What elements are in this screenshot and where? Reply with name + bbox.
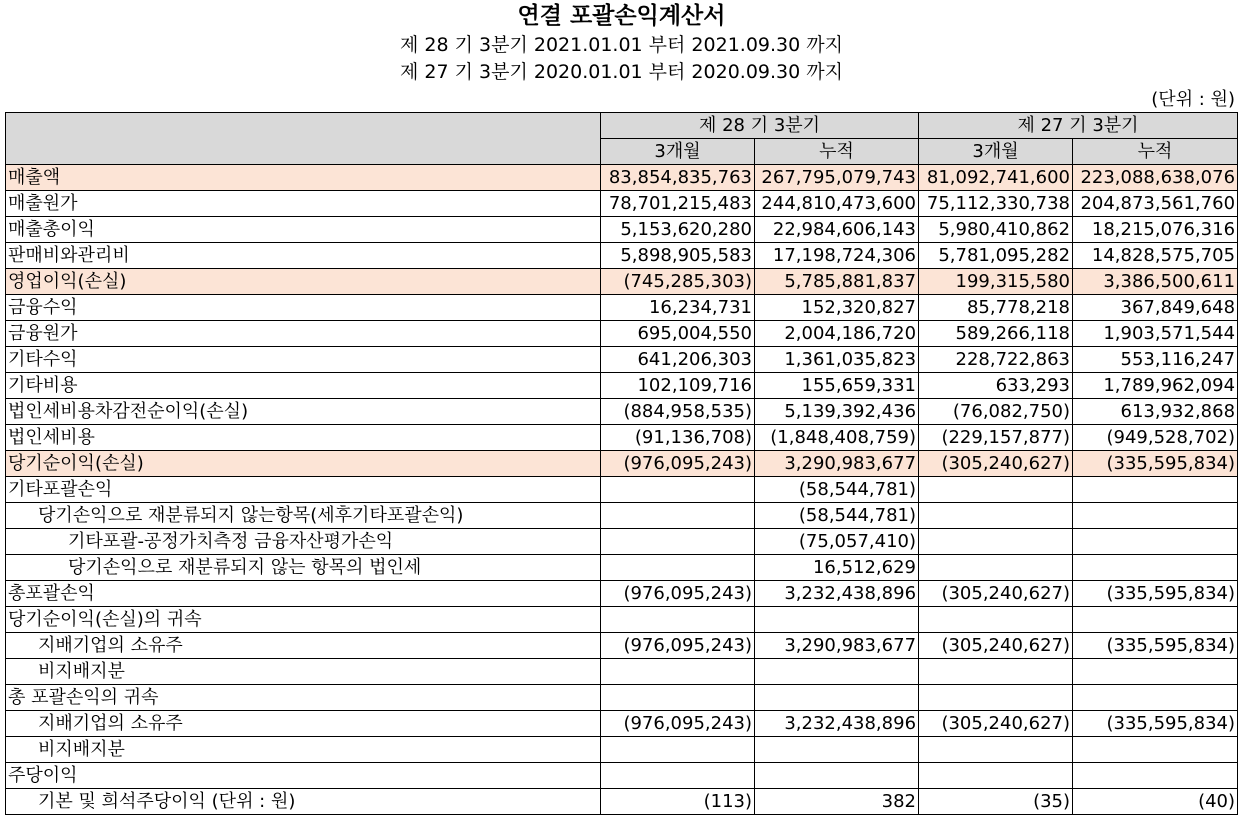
value-cell: 18,215,076,316 bbox=[1073, 217, 1238, 243]
value-cell: 78,701,215,483 bbox=[601, 191, 755, 217]
value-cell: (305,240,627) bbox=[919, 581, 1073, 607]
value-cell: (335,595,834) bbox=[1073, 451, 1238, 477]
value-cell: 3,386,500,611 bbox=[1073, 269, 1238, 295]
table-row bbox=[6, 607, 1238, 633]
table-row bbox=[6, 529, 1238, 555]
income-statement-table bbox=[5, 112, 1238, 815]
table-row bbox=[6, 633, 1238, 659]
value-cell: 5,139,392,436 bbox=[755, 399, 919, 425]
value-cell: (91,136,708) bbox=[601, 425, 755, 451]
value-cell bbox=[601, 685, 755, 711]
value-cell: (335,595,834) bbox=[1073, 633, 1238, 659]
value-cell: (76,082,750) bbox=[919, 399, 1073, 425]
period-prior: 제 27 기 3분기 2020.01.01 부터 2020.09.30 까지 bbox=[400, 61, 843, 83]
value-cell: 382 bbox=[755, 789, 919, 815]
statement-title: 연결 포괄손익계산서 bbox=[517, 3, 726, 29]
value-cell: 695,004,550 bbox=[601, 321, 755, 347]
value-cell: 3,232,438,896 bbox=[755, 581, 919, 607]
row-label: 비지배지분 bbox=[6, 659, 601, 685]
value-cell bbox=[1073, 607, 1238, 633]
value-cell bbox=[1073, 503, 1238, 529]
table-row bbox=[6, 451, 1238, 477]
header-prior-cum: 누적 bbox=[1073, 139, 1238, 165]
value-cell bbox=[919, 607, 1073, 633]
value-cell bbox=[919, 685, 1073, 711]
value-cell: 199,315,580 bbox=[919, 269, 1073, 295]
header-prior-period: 제 27 기 3분기 bbox=[919, 113, 1238, 139]
table-row bbox=[6, 295, 1238, 321]
row-label: 당기손익으로 재분류되지 않는 항목의 법인세 bbox=[6, 555, 601, 581]
row-label: 매출원가 bbox=[6, 191, 601, 217]
value-cell: 267,795,079,743 bbox=[755, 165, 919, 191]
value-cell: (40) bbox=[1073, 789, 1238, 815]
value-cell: 5,153,620,280 bbox=[601, 217, 755, 243]
value-cell: (745,285,303) bbox=[601, 269, 755, 295]
table-row bbox=[6, 503, 1238, 529]
value-cell: 3,290,983,677 bbox=[755, 633, 919, 659]
value-cell: 102,109,716 bbox=[601, 373, 755, 399]
value-cell bbox=[755, 607, 919, 633]
value-cell: 22,984,606,143 bbox=[755, 217, 919, 243]
value-cell bbox=[1073, 763, 1238, 789]
value-cell: (35) bbox=[919, 789, 1073, 815]
value-cell: 204,873,561,760 bbox=[1073, 191, 1238, 217]
value-cell: 367,849,648 bbox=[1073, 295, 1238, 321]
value-cell: 81,092,741,600 bbox=[919, 165, 1073, 191]
table-row bbox=[6, 321, 1238, 347]
row-label: 기타포괄손익 bbox=[6, 477, 601, 503]
value-cell: (884,958,535) bbox=[601, 399, 755, 425]
value-cell: 223,088,638,076 bbox=[1073, 165, 1238, 191]
value-cell: 1,903,571,544 bbox=[1073, 321, 1238, 347]
value-cell bbox=[919, 659, 1073, 685]
value-cell: 2,004,186,720 bbox=[755, 321, 919, 347]
table-row bbox=[6, 425, 1238, 451]
row-label: 법인세비용 bbox=[6, 425, 601, 451]
value-cell: 83,854,835,763 bbox=[601, 165, 755, 191]
value-cell: (976,095,243) bbox=[601, 711, 755, 737]
row-label: 기타비용 bbox=[6, 373, 601, 399]
value-cell: 75,112,330,738 bbox=[919, 191, 1073, 217]
value-cell: 3,232,438,896 bbox=[755, 711, 919, 737]
table-row bbox=[6, 711, 1238, 737]
value-cell bbox=[1073, 737, 1238, 763]
row-label: 주당이익 bbox=[6, 763, 601, 789]
value-cell: 5,898,905,583 bbox=[601, 243, 755, 269]
row-label: 금융수익 bbox=[6, 295, 601, 321]
value-cell: (1,848,408,759) bbox=[755, 425, 919, 451]
value-cell: 641,206,303 bbox=[601, 347, 755, 373]
row-label: 총포괄손익 bbox=[6, 581, 601, 607]
table-row bbox=[6, 789, 1238, 815]
row-label: 지배기업의 소유주 bbox=[6, 711, 601, 737]
value-cell: 244,810,473,600 bbox=[755, 191, 919, 217]
value-cell bbox=[601, 607, 755, 633]
value-cell: (335,595,834) bbox=[1073, 711, 1238, 737]
value-cell: (305,240,627) bbox=[919, 633, 1073, 659]
value-cell bbox=[755, 685, 919, 711]
value-cell: 633,293 bbox=[919, 373, 1073, 399]
value-cell: (335,595,834) bbox=[1073, 581, 1238, 607]
row-label: 기타수익 bbox=[6, 347, 601, 373]
value-cell bbox=[1073, 685, 1238, 711]
value-cell bbox=[919, 555, 1073, 581]
value-cell: (305,240,627) bbox=[919, 451, 1073, 477]
row-label: 비지배지분 bbox=[6, 737, 601, 763]
header-blank bbox=[6, 113, 601, 165]
value-cell: 613,932,868 bbox=[1073, 399, 1238, 425]
value-cell: 5,781,095,282 bbox=[919, 243, 1073, 269]
value-cell: (58,544,781) bbox=[755, 477, 919, 503]
row-label: 당기순이익(손실) bbox=[6, 451, 601, 477]
table-row bbox=[6, 763, 1238, 789]
header-current-3m: 3개월 bbox=[601, 139, 755, 165]
row-label: 매출액 bbox=[6, 165, 601, 191]
row-label: 당기순이익(손실)의 귀속 bbox=[6, 607, 601, 633]
row-label: 매출총이익 bbox=[6, 217, 601, 243]
value-cell bbox=[1073, 477, 1238, 503]
value-cell: 589,266,118 bbox=[919, 321, 1073, 347]
value-cell bbox=[601, 477, 755, 503]
value-cell bbox=[601, 737, 755, 763]
table-row bbox=[6, 685, 1238, 711]
value-cell bbox=[1073, 555, 1238, 581]
row-label: 당기손익으로 재분류되지 않는항목(세후기타포괄손익) bbox=[6, 503, 601, 529]
row-label: 법인세비용차감전순이익(손실) bbox=[6, 399, 601, 425]
value-cell: 553,116,247 bbox=[1073, 347, 1238, 373]
table-row bbox=[6, 165, 1238, 191]
header-current-period: 제 28 기 3분기 bbox=[601, 113, 919, 139]
table-row bbox=[6, 581, 1238, 607]
value-cell bbox=[755, 763, 919, 789]
table-row bbox=[6, 243, 1238, 269]
table-row bbox=[6, 555, 1238, 581]
value-cell bbox=[919, 737, 1073, 763]
value-cell: 3,290,983,677 bbox=[755, 451, 919, 477]
row-label: 영업이익(손실) bbox=[6, 269, 601, 295]
row-label: 총 포괄손익의 귀속 bbox=[6, 685, 601, 711]
value-cell: (58,544,781) bbox=[755, 503, 919, 529]
value-cell: (976,095,243) bbox=[601, 633, 755, 659]
value-cell: 228,722,863 bbox=[919, 347, 1073, 373]
table-row bbox=[6, 737, 1238, 763]
value-cell: 16,234,731 bbox=[601, 295, 755, 321]
header-current-cum: 누적 bbox=[755, 139, 919, 165]
value-cell bbox=[601, 555, 755, 581]
value-cell bbox=[755, 737, 919, 763]
value-cell: 1,361,035,823 bbox=[755, 347, 919, 373]
value-cell: (229,157,877) bbox=[919, 425, 1073, 451]
header-prior-3m: 3개월 bbox=[919, 139, 1073, 165]
row-label: 기타포괄-공정가치측정 금융자산평가손익 bbox=[6, 529, 601, 555]
value-cell bbox=[601, 659, 755, 685]
table-row bbox=[6, 477, 1238, 503]
row-label: 기본 및 희석주당이익 (단위 : 원) bbox=[6, 789, 601, 815]
value-cell: 5,980,410,862 bbox=[919, 217, 1073, 243]
value-cell bbox=[919, 763, 1073, 789]
table-row bbox=[6, 217, 1238, 243]
value-cell: (113) bbox=[601, 789, 755, 815]
value-cell bbox=[1073, 529, 1238, 555]
value-cell: 14,828,575,705 bbox=[1073, 243, 1238, 269]
value-cell bbox=[919, 529, 1073, 555]
value-cell: 155,659,331 bbox=[755, 373, 919, 399]
table-row bbox=[6, 347, 1238, 373]
table-row bbox=[6, 269, 1238, 295]
value-cell: 16,512,629 bbox=[755, 555, 919, 581]
row-label: 지배기업의 소유주 bbox=[6, 633, 601, 659]
value-cell: 1,789,962,094 bbox=[1073, 373, 1238, 399]
value-cell: (976,095,243) bbox=[601, 451, 755, 477]
table-row bbox=[6, 373, 1238, 399]
value-cell: 85,778,218 bbox=[919, 295, 1073, 321]
value-cell bbox=[601, 529, 755, 555]
value-cell: (976,095,243) bbox=[601, 581, 755, 607]
value-cell: (305,240,627) bbox=[919, 711, 1073, 737]
table-row bbox=[6, 399, 1238, 425]
value-cell bbox=[919, 503, 1073, 529]
row-label: 금융원가 bbox=[6, 321, 601, 347]
value-cell: (75,057,410) bbox=[755, 529, 919, 555]
value-cell bbox=[919, 477, 1073, 503]
table-row bbox=[6, 191, 1238, 217]
value-cell: (949,528,702) bbox=[1073, 425, 1238, 451]
table-row bbox=[6, 659, 1238, 685]
value-cell: 17,198,724,306 bbox=[755, 243, 919, 269]
unit-label: (단위 : 원) bbox=[1151, 89, 1235, 110]
value-cell: 5,785,881,837 bbox=[755, 269, 919, 295]
period-current: 제 28 기 3분기 2021.01.01 부터 2021.09.30 까지 bbox=[400, 34, 843, 56]
value-cell: 152,320,827 bbox=[755, 295, 919, 321]
value-cell bbox=[755, 659, 919, 685]
value-cell bbox=[601, 503, 755, 529]
value-cell bbox=[601, 763, 755, 789]
value-cell bbox=[1073, 659, 1238, 685]
row-label: 판매비와관리비 bbox=[6, 243, 601, 269]
